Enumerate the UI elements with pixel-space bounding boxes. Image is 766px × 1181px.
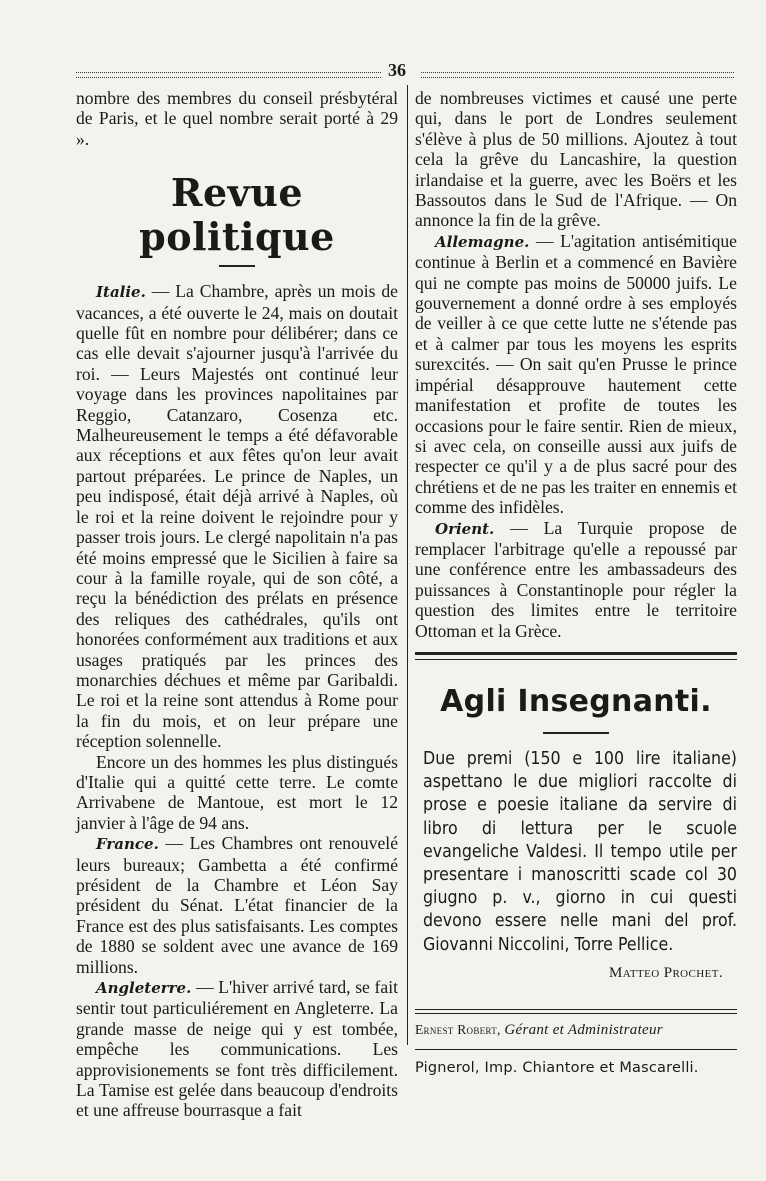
news-item-allemagne	[415, 231, 737, 518]
editor-name: Ernest Robert,	[415, 1022, 501, 1038]
notice-rule	[543, 732, 609, 734]
news-keyword: Orient.	[435, 519, 495, 538]
news-item-france	[76, 833, 398, 977]
news-item-orient	[415, 518, 737, 641]
notice-text: Due premi (150 e 100 lire italiane) aspettano le due migliori raccolte di prose e poesie italiane da servire di libro di lettura per le scuole evangeliche Valdesi. Il tempo utile per presentare i manoscritti scade col 30 giugno p. v., giorno in cui questi devono essere nelle mani del prof. Giovanni Niccolini, Torre Pellice.	[423, 748, 737, 955]
news-text: — Les Chambres ont renouvelé leurs bureaux; Gambetta a été confirmé président de la Chambre et Léon Say président du Sénat. L'état financier de la France est des plus satisfaisants. Les comptes de 1880 se soldent avec une avance de 169 millions.	[76, 833, 398, 977]
imprint-rule	[415, 1009, 737, 1014]
news-item-angleterre-cont	[415, 88, 737, 231]
imprint-printer: Pignerol, Imp. Chiantore et Mascarelli.	[415, 1059, 699, 1076]
news-keyword: Italie.	[96, 283, 146, 302]
column-divider	[407, 85, 408, 1045]
news-text: — La Chambre, après un mois de vacances, a été ouverte le 24, mais on doutait quelle fût en nombre pour délibérer; dans ce cas elle devait s'ajourner jusqu'à l'arrivée du roi. — Leurs Majestés ont continué leur voyage dans les provinces napolitaines par Reggio, Catanzaro, Cosenza etc. Malheureusement le temps a été défavorable aux réceptions et aux fêtes qu'on leur avait partout préparées. Le prince de Naples, un peu indisposé, était déjà arrivé à Naples, où le roi et la reine doivent le rejoindre pour y passer trois jours. Le clergé napolitain n'a pas été moins empressé que le Sicilien à faire sa cour à la famille royale, qui de son côté, a reçu la bénédiction des prélats en présence des reliques des cathédrales, qu'ils ont honorées conformément aux traditions et aux usages pratiqués par les princes des monarchies déchues et même par Garibaldi. Le roi et la reine sont attendus à Rome pour la fin du mois, et on leur prépare une réception solennelle.	[76, 281, 398, 752]
imprint-separator	[415, 1049, 737, 1050]
news-text: Encore un des hommes les plus distingués d'Italie qui a quitté cette terre. Le comte Arrivabene de Mantoue, est mort le 12 janvier à l'âge de 94 ans.	[76, 751, 398, 833]
notice-signature: Matteo Prochet.	[608, 964, 723, 981]
news-item-italie	[76, 281, 398, 751]
news-keyword: Angleterre.	[96, 979, 192, 998]
right-column	[415, 88, 737, 1078]
header-wave-left	[76, 72, 381, 78]
left-column	[76, 88, 398, 1121]
title-rule	[219, 265, 255, 267]
opening-text: nombre des membres du conseil présbytéral de Paris, et le quel nombre serait porté à 29 ».	[76, 88, 398, 149]
header-wave-right	[421, 72, 734, 78]
news-text: de nombreuses victimes et causé une perte qui, dans le port de Londres seulement s'élève à plus de 50 millions. Ajoutez à tout cela la grêve du Lancashire, la question irlandaise et la guerre, avec les Boërs et les Bassoutos dans le Sud de l'Afrique. — On annonce la fin de la grêve.	[415, 88, 737, 231]
news-text: — L'hiver arrivé tard, se fait sentir tout particuliérement en Angleterre. La grande masse de neige qui y est tombée, empêche les communications. Les approvisionements se font très difficilement. La Tamise est gelée dans beaucoup d'endroits et une affreuse bourrasque a fait	[76, 977, 398, 1121]
imprint-editor	[415, 1020, 737, 1040]
section-title: Revue politique	[139, 170, 335, 260]
section-divider	[415, 652, 737, 660]
notice-title: Agli Insegnanti.	[440, 683, 712, 719]
news-text: — L'agitation antisémitique continue à Berlin et a commencé en Bavière qui ne compte pas moins de 50000 juifs. Le gouvernement a donné ordre à ses employés de veiller à ce que cette lutte ne s'étende pas et à calmer par tous les moyens les esprits surexcités. — On sait qu'en Prusse le prince impérial désapprouve hautement cette manifestation et profite de toutes les occasions pour le faire sentir. Rien de mieux, si avec cela, on conseille aussi aux juifs de respecter ce qu'il y a de plus sacré pour des chrétiens et de ne pas les traiter en ennemis et comme des infidèles.	[415, 230, 737, 518]
news-item-angleterre	[76, 977, 398, 1121]
news-item-italie-2	[76, 752, 398, 834]
page-number: 36	[388, 60, 406, 80]
news-keyword: France.	[96, 835, 159, 854]
editor-role: Gérant et Administrateur	[504, 1022, 663, 1039]
news-text: — La Turquie propose de remplacer l'arbitrage qu'elle a repoussé par une conférence entre les ambassadeurs des puissances à Constantinople pour régler la question des limites entre le territoire Ottoman et la Grèce.	[415, 517, 737, 641]
news-keyword: Allemagne.	[435, 232, 530, 251]
